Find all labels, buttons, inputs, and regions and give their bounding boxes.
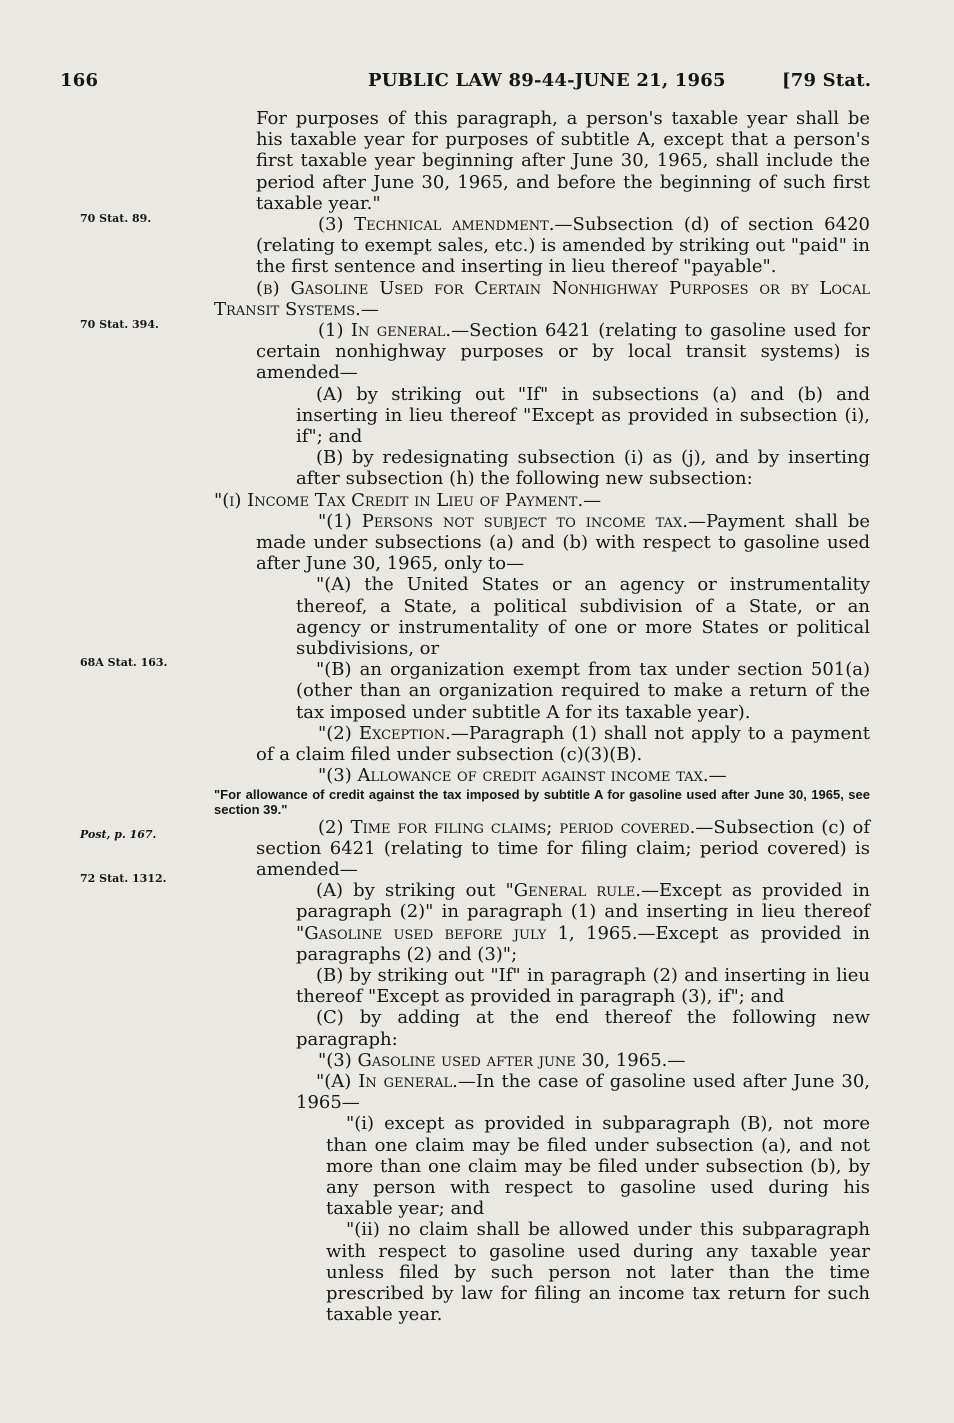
paragraph-time-for-filing: (2) Time for filing claims; period covered.—Subsection (c) of section 6421 (relating to time for filing claim; period covered) is amended— — [256, 816, 870, 880]
clause-b-striking-if: (B) by striking out "If" in paragraph (2) and inserting in lieu thereof "Except as provided in paragraph (3), if"; and — [296, 964, 870, 1008]
margin-note-68a-stat-163: 68A Stat. 163. — [80, 656, 168, 669]
paragraph-taxable-year: For purposes of this paragraph, a person's taxable year shall be his taxable year for purposes of subtitle A, except that a person's first taxable year beginning after June 30, 1965, shall include the period after June 30, 1965, and before the beginning of such first taxable year." — [256, 108, 870, 214]
paragraph-exception: "(2) Exception.—Paragraph (1) shall not apply to a payment of a claim filed under subsection (c)(3)(B). — [256, 722, 870, 766]
paragraph-persons-not-subject: "(1) Persons not subject to income tax.—Payment shall be made under subsections (a) and (b) with respect to gasoline used after June 30, 1965, only to— — [256, 510, 870, 575]
statute-reference: [79 Stat. — [782, 70, 872, 91]
statute-text — [214, 108, 870, 1325]
clause-ii-no-claim: "(ii) no claim shall be allowed under this subparagraph with respect to gasoline used during any taxable year unless filed by such person not later than the time prescribed by law for filing an income tax return for such taxable year. — [326, 1219, 870, 1326]
paragraph-in-general: (1) In general.—Section 6421 (relating to gasoline used for certain nonhighway purposes or by local transit systems) is amended— — [256, 320, 871, 384]
heading-gasoline-after-june-30: "(3) Gasoline used after june 30, 1965.— — [318, 1049, 686, 1071]
heading-allowance-of-credit: "(3) Allowance of credit against income tax.— — [318, 765, 727, 787]
paragraph-a-in-general: "(A) In general.—In the case of gasoline used after June 30, 1965— — [296, 1070, 870, 1114]
clause-i-one-claim: "(i) except as provided in subparagraph (B), not more than one claim may be filed under subsection (a), and not more than one claim may be filed under subsection (b), by any person with respect to gasoline used during his taxable year; and — [326, 1113, 870, 1220]
heading-income-tax-credit: "(i) Income Tax Credit in Lieu of Payment.— — [214, 489, 602, 511]
clause-b-redesignating: (B) by redesignating subsection (i) as (j), and by inserting after subsection (h) the following new subsection: — [296, 447, 870, 490]
paragraph-technical-amendment: (3) Technical amendment.—Subsection (d) of section 6420 (relating to exempt sales, etc.) is amended by striking out "paid" in the first sentence and inserting in lieu thereof "payable". — [256, 214, 870, 278]
heading-gasoline-nonhighway: (b) Gasoline Used for Certain Nonhighway Purposes or by Local Transit Systems.— — [214, 277, 870, 320]
margin-note-70-stat-89: 70 Stat. 89. — [80, 212, 152, 225]
clause-exempt-organization: "(B) an organization exempt from tax under section 501(a) (other than an organization required to make a return of the tax imposed under subtitle A for its taxable year). — [296, 659, 870, 723]
margin-note-70-stat-394: 70 Stat. 394. — [80, 318, 159, 331]
margin-note-post-p-167: Post, p. 167. — [80, 828, 157, 841]
running-title: PUBLIC LAW 89-44-JUNE 21, 1965 — [368, 70, 726, 91]
clause-a-striking-if: (A) by striking out "If" in subsections (a) and (b) and inserting in lieu thereof "Except as provided in subsection (i), if"; and — [296, 383, 870, 448]
clause-c-adding-paragraph: (C) by adding at the end thereof the following new paragraph: — [296, 1007, 870, 1050]
cross-reference-note: "For allowance of credit against the tax imposed by subtitle A for gasoline used after June 30, 1965, see section 39." — [214, 786, 870, 817]
page-number: 166 — [60, 70, 99, 91]
margin-note-72-stat-1312: 72 Stat. 1312. — [80, 872, 167, 885]
clause-a-general-rule: (A) by striking out "General rule.—Except as provided in paragraph (2)" in paragraph (1) and inserting in lieu thereof "Gasoline used before july 1, 1965.—Except as provided in paragraphs (2) and (3)"; — [296, 880, 870, 965]
clause-united-states: "(A) the United States or an agency or instrumentality thereof, a State, a political subdivision of a State, or an agency or instrumentality of one or more States or political subdivisions, or — [296, 574, 870, 660]
